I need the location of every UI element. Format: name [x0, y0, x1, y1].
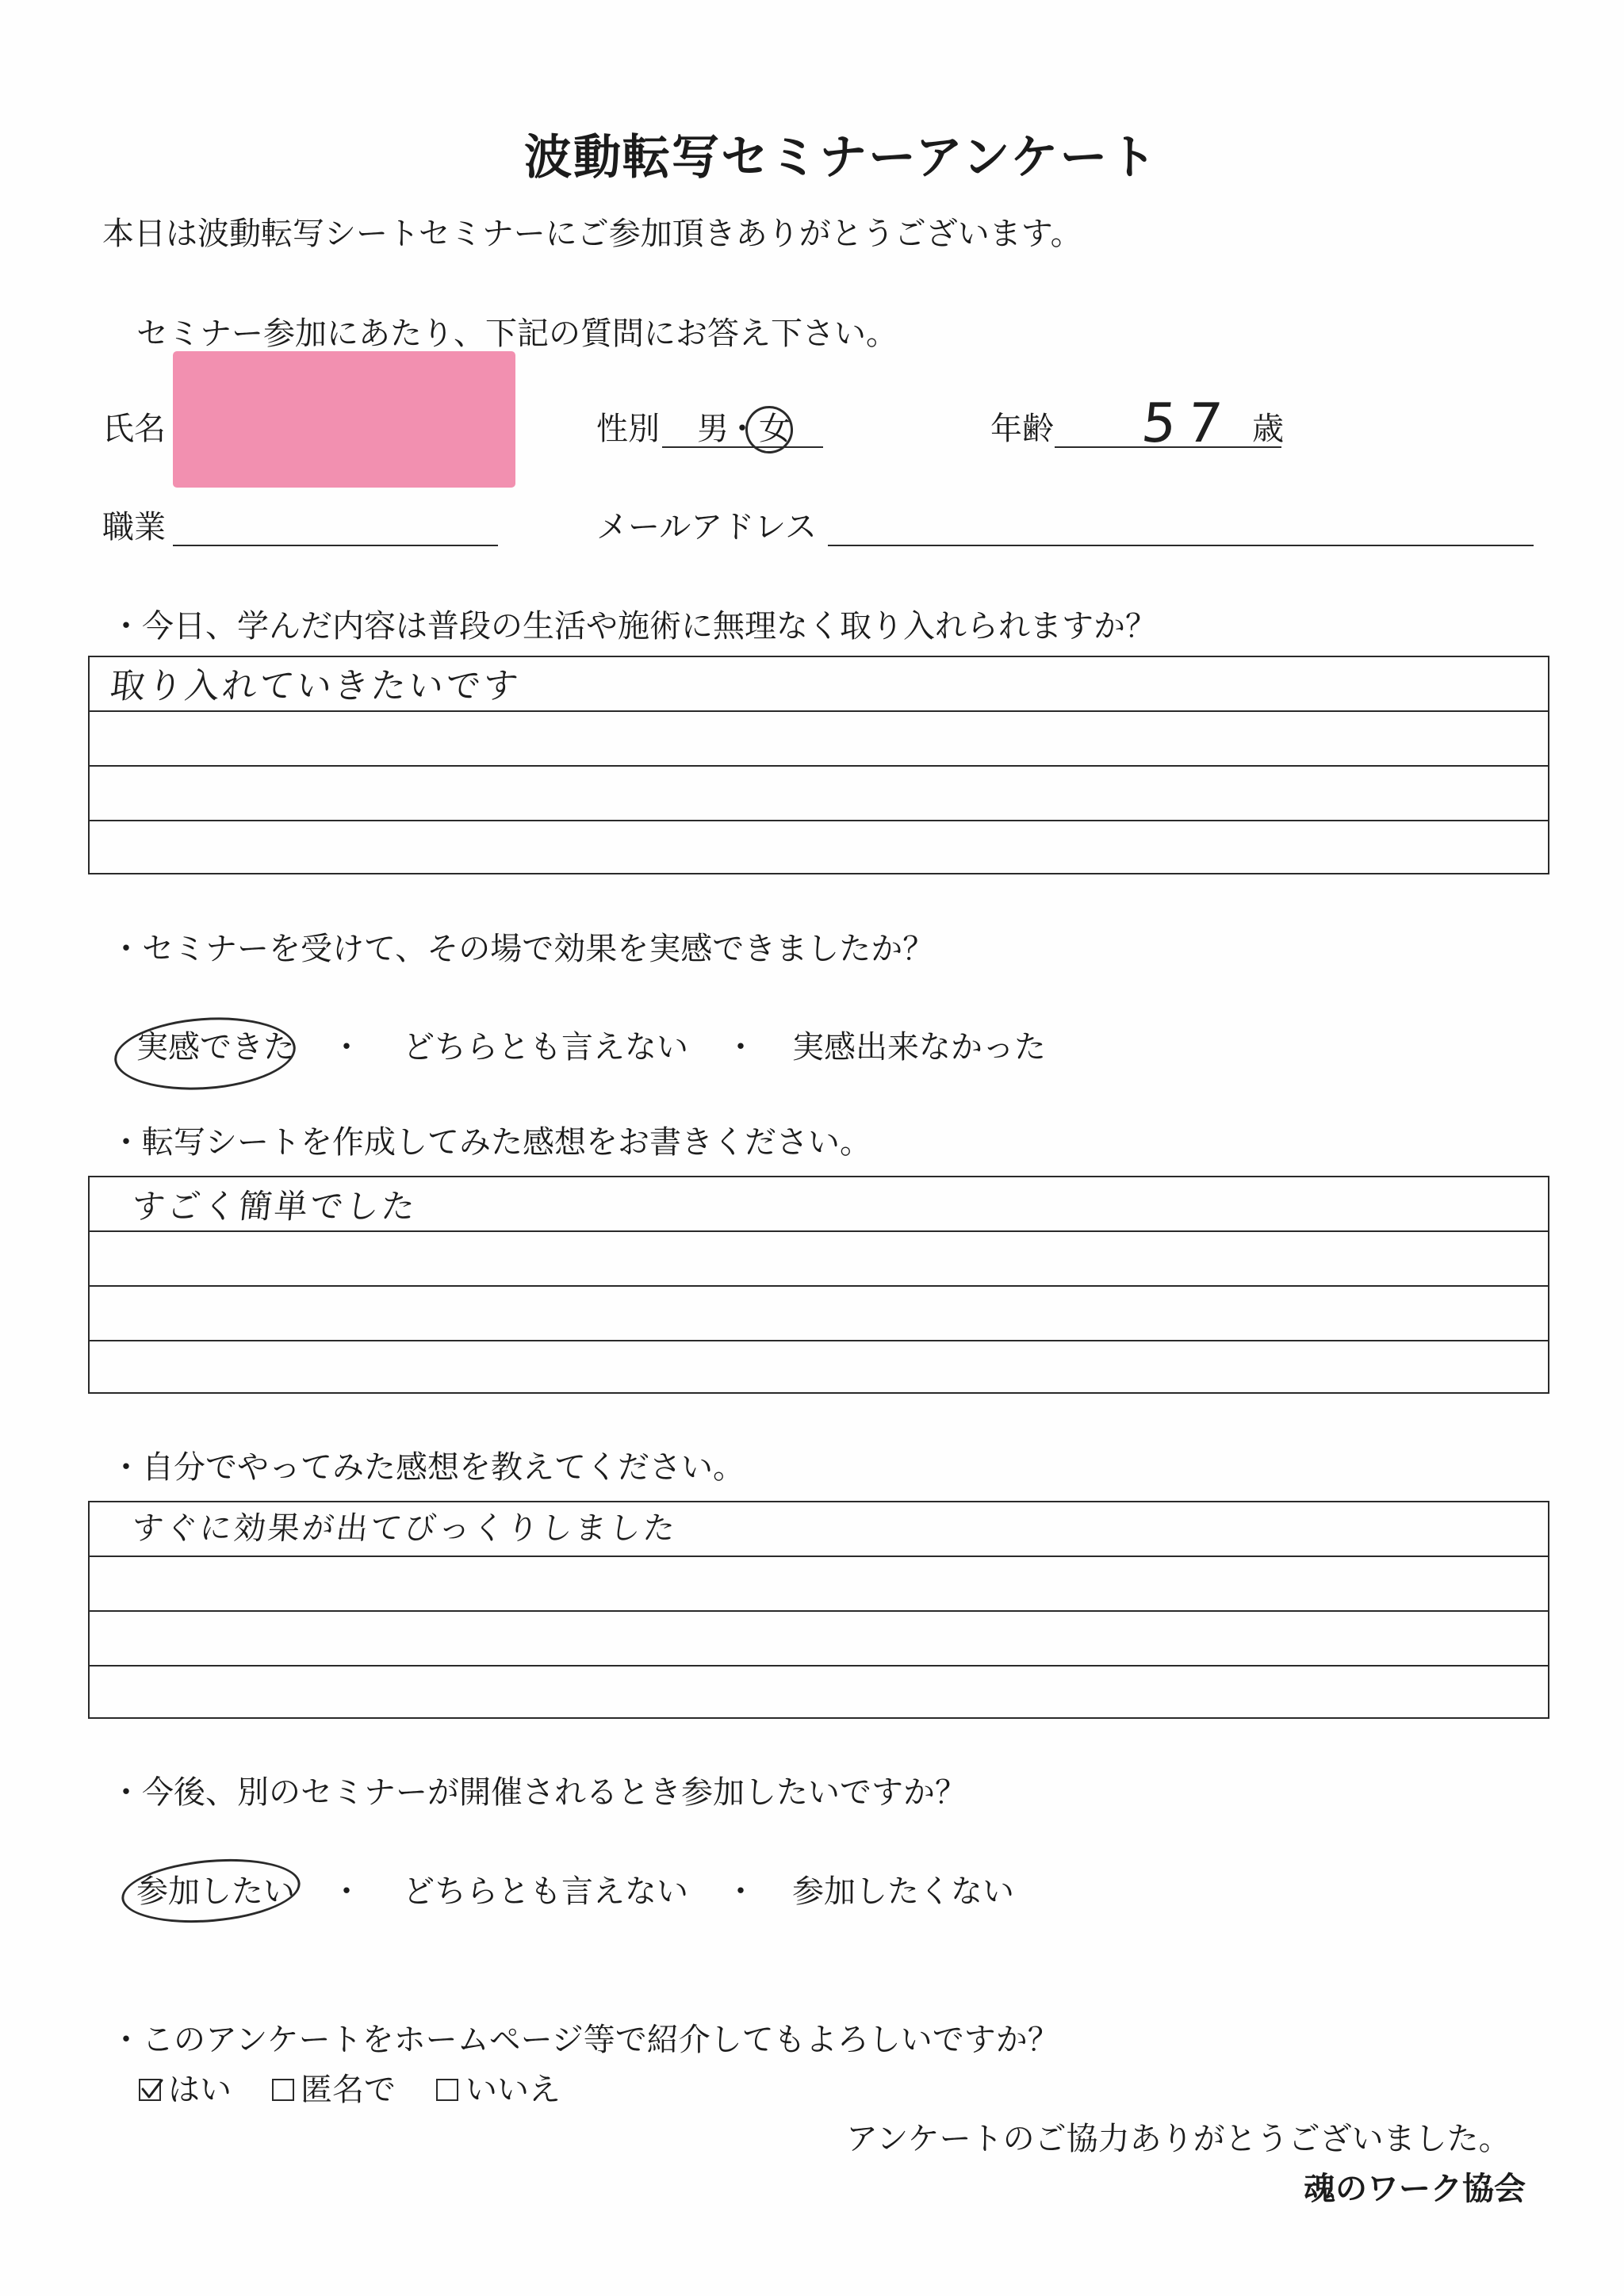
intro-text: 本日は波動転写シートセミナーにご参加頂きありがとうございます。	[102, 216, 1082, 251]
checkbox-yes-label: はい	[168, 2072, 232, 2107]
answer-box-rule	[90, 1665, 1548, 1667]
answer-box-rule	[90, 1340, 1548, 1341]
question-5-option-2: どちらとも言えない	[403, 1873, 688, 1909]
question-5-option-1: 参加したい	[136, 1873, 295, 1909]
gender-label: 性別	[596, 411, 660, 446]
question-2-text: ・セミナーを受けて、その場で効果を実感できましたか？	[110, 931, 935, 966]
answer-box-rule	[90, 710, 1548, 712]
question-2-option-1: 実感できた	[136, 1029, 295, 1065]
checkbox-yes	[139, 2079, 161, 2101]
gender-option-male: 男	[697, 411, 729, 446]
question-2-option-2: どちらとも言えない	[403, 1029, 688, 1065]
redaction-box	[173, 351, 515, 488]
closing-text: アンケートのご協力ありがとうございました。	[846, 2121, 1511, 2156]
question-2-option-1-selection-circle	[112, 1012, 298, 1096]
option-separator: ・	[725, 1873, 756, 1909]
question-4-text: ・自分でやってみた感想を教えてください。	[110, 1449, 745, 1485]
option-separator: ・	[725, 1029, 756, 1065]
occupation-underline	[173, 545, 498, 546]
option-separator: ・	[331, 1873, 362, 1909]
age-label: 年齢	[990, 411, 1054, 446]
question-1-text: ・今日、学んだ内容は普段の生活や施術に無理なく取り入れられますか？	[110, 608, 1157, 644]
instruction-text: セミナー参加にあたり、下記の質問にお答え下さい。	[136, 316, 898, 351]
question-3-text: ・転写シートを作成してみた感想をお書きください。	[110, 1124, 871, 1160]
name-label: 氏名	[102, 411, 166, 446]
organization-name: 魂のワーク協会	[1304, 2171, 1526, 2206]
email-underline	[828, 545, 1534, 546]
answer-box-rule	[90, 1285, 1548, 1287]
checkbox-anonymous	[272, 2079, 294, 2101]
answer-box-rule	[90, 1610, 1548, 1612]
check-mark-icon	[139, 2077, 164, 2103]
answer-box-rule	[90, 820, 1548, 821]
answer-box-rule	[90, 1556, 1548, 1557]
checkbox-no-label: いいえ	[465, 2072, 561, 2107]
occupation-label: 職業	[102, 509, 166, 545]
question-5-option-1-selection-circle	[119, 1852, 303, 1929]
answer-box-rule	[90, 1230, 1548, 1232]
question-5-option-3: 参加したくない	[792, 1873, 1014, 1909]
email-label: メールアドレス	[596, 509, 817, 545]
checkbox-no	[436, 2079, 458, 2101]
checkbox-anonymous-label: 匿名で	[301, 2072, 396, 2107]
question-2-option-3: 実感出来なかった	[792, 1029, 1046, 1065]
question-6-text: ・このアンケートをホームページ等で紹介してもよろしいですか？	[110, 2022, 1059, 2057]
gender-separator: ・	[726, 411, 758, 446]
answer-3-handwriting: すぐに効果が出てびっくりしました	[129, 1510, 680, 1547]
survey-title: 波動転写セミナーアンケート	[524, 132, 1159, 184]
answer-box-rule	[90, 765, 1548, 767]
gender-option-female: 女	[759, 411, 791, 446]
question-5-text: ・今後、別のセミナーが開催されるとき参加したいですか？	[110, 1774, 967, 1810]
answer-2-handwriting: すごく簡単でした	[129, 1187, 419, 1226]
option-separator: ・	[331, 1029, 362, 1065]
age-value: 57	[1138, 392, 1236, 455]
age-unit: 歳	[1252, 411, 1284, 446]
answer-1-handwriting: 取り入れていきたいです	[108, 666, 523, 706]
